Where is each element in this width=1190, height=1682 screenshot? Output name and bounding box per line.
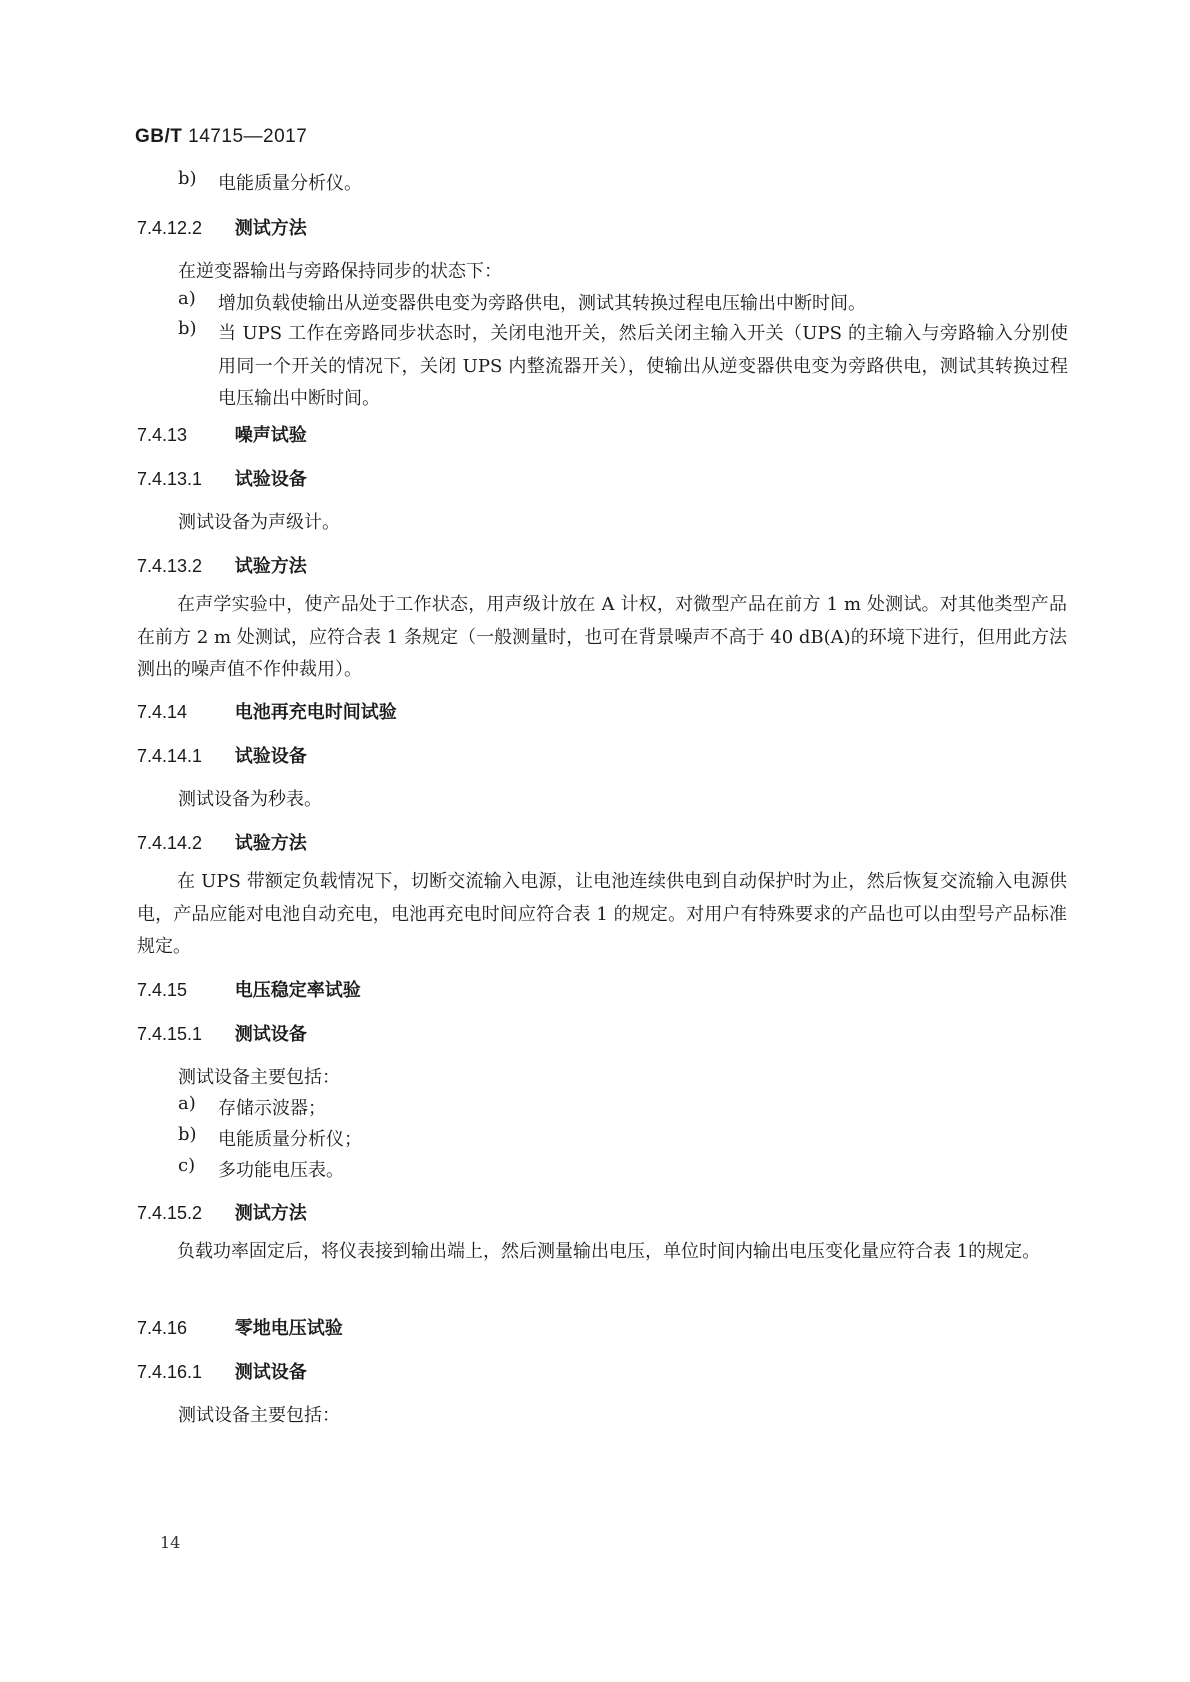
section-heading [137, 214, 307, 240]
section-title: 零地电压试验 [234, 1318, 343, 1339]
list-item [178, 318, 1068, 416]
list-marker: a) [178, 1093, 196, 1114]
paragraph: 测试设备主要包括： [178, 1405, 340, 1426]
section-title: 测试方法 [234, 1203, 307, 1224]
section-heading [137, 1199, 307, 1225]
section-title: 试验设备 [234, 469, 307, 490]
section-heading [137, 421, 307, 447]
section-title: 噪声试验 [234, 425, 307, 446]
list-item [178, 1124, 678, 1157]
section-title: 电池再充电时间试验 [234, 702, 397, 723]
paragraph: 在逆变器输出与旁路保持同步的状态下： [178, 261, 502, 282]
section-number: 7.4.15 [137, 980, 188, 1000]
standard-prefix: GB/T [135, 126, 183, 147]
paragraph: 在声学实验中，使产品处于工作状态，用声级计放在 A 计权，对微型产品在前方 1 m 处测试。对其他类型产品在前方 2 m 处测试，应符合表 1 条规定（一般测量时，也可在背景噪声不高于 40 dB(A)的环境下进行，但用此方法测出的噪声值不作仲裁用）。 [137, 594, 1067, 680]
section-title: 电压稳定率试验 [234, 980, 361, 1001]
list-item [178, 168, 978, 201]
section-title: 测试方法 [234, 218, 307, 239]
section-title: 试验方法 [234, 833, 307, 854]
section-heading [137, 552, 307, 578]
section-number: 7.4.13.2 [137, 556, 203, 576]
paragraph: 测试设备为声级计。 [178, 512, 340, 533]
list-item [178, 1155, 678, 1188]
section-number: 7.4.14.2 [137, 833, 203, 853]
list-marker: a) [178, 288, 196, 309]
list-text: 当 UPS 工作在旁路同步状态时，关闭电池开关，然后关闭主输入开关（UPS 的主输入与旁路输入分别使用同一个开关的情况下，关闭 UPS 内整流器开关），使输出从逆变器供电变为旁路供电，测试其转换过程电压输出中断时间。 [218, 323, 1068, 409]
list-text: 电能质量分析仪。 [218, 173, 362, 194]
section-title: 测试设备 [234, 1362, 307, 1383]
list-text: 多功能电压表。 [218, 1160, 344, 1181]
list-marker: c) [178, 1155, 196, 1176]
section-number: 7.4.14.1 [137, 746, 203, 766]
list-marker: b) [178, 318, 197, 339]
section-heading [137, 465, 307, 491]
list-item [178, 1093, 678, 1126]
section-heading [137, 1020, 307, 1046]
standard-code [135, 126, 307, 148]
standard-number: 14715—2017 [188, 126, 308, 147]
section-number: 7.4.14 [137, 702, 188, 722]
list-item [178, 288, 1068, 321]
list-marker: b) [178, 1124, 197, 1145]
section-heading [137, 829, 307, 855]
section-title: 测试设备 [234, 1024, 307, 1045]
list-text: 增加负载使输出从逆变器供电变为旁路供电，测试其转换过程电压输出中断时间。 [218, 293, 866, 314]
paragraph: 负载功率固定后，将仪表接到输出端上，然后测量输出电压，单位时间内输出电压变化量应符合表 1的规定。 [177, 1241, 1041, 1262]
paragraph: 测试设备为秒表。 [178, 789, 322, 810]
list-text: 电能质量分析仪； [218, 1129, 362, 1150]
section-number: 7.4.15.1 [137, 1024, 203, 1044]
section-heading [137, 1358, 307, 1384]
section-heading [137, 742, 307, 768]
list-marker: b) [178, 168, 197, 189]
page-number: 14 [160, 1533, 181, 1552]
section-number: 7.4.12.2 [137, 218, 203, 238]
section-number: 7.4.16.1 [137, 1362, 203, 1382]
section-heading [137, 698, 397, 724]
paragraph: 测试设备主要包括： [178, 1067, 340, 1088]
section-heading [137, 976, 361, 1002]
list-text: 存储示波器； [218, 1098, 326, 1119]
section-number: 7.4.13 [137, 425, 188, 445]
section-title: 试验设备 [234, 746, 307, 767]
section-heading [137, 1314, 343, 1340]
section-number: 7.4.16 [137, 1318, 188, 1338]
section-title: 试验方法 [234, 556, 307, 577]
paragraph: 在 UPS 带额定负载情况下，切断交流输入电源，让电池连续供电到自动保护时为止，然后恢复交流输入电源供电，产品应能对电池自动充电，电池再充电时间应符合表 1 的规定。对用户有特殊要求的产品也可以由型号产品标准规定。 [137, 871, 1067, 957]
section-number: 7.4.13.1 [137, 469, 203, 489]
section-number: 7.4.15.2 [137, 1203, 203, 1223]
